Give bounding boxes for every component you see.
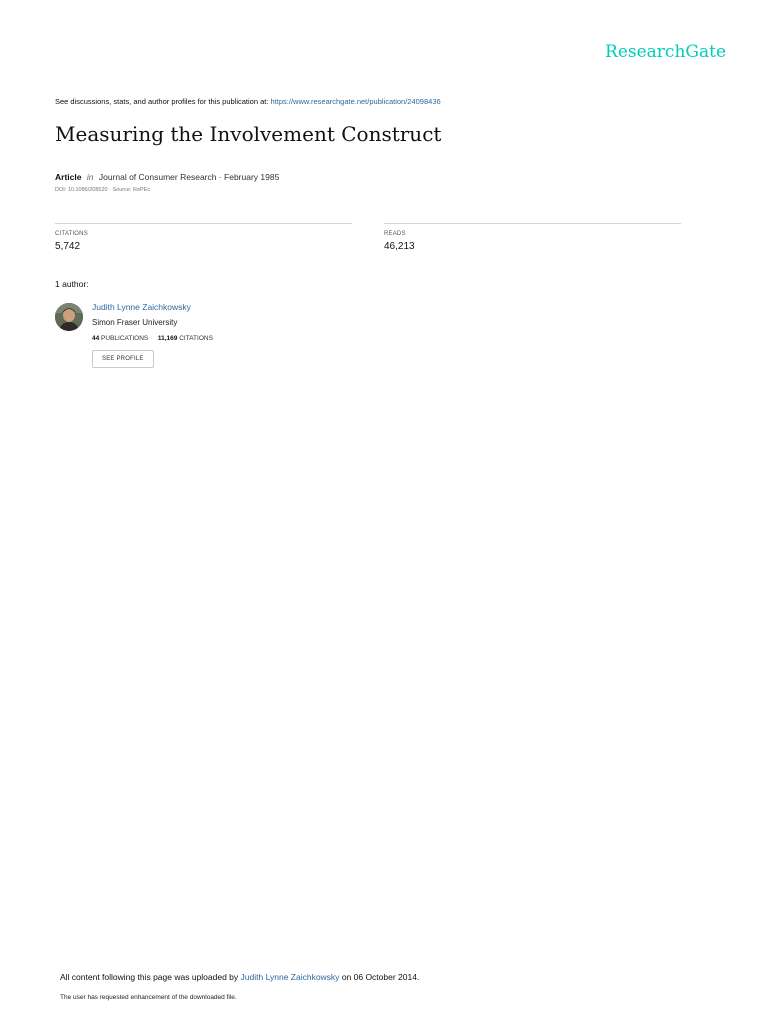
- author-stats: [92, 335, 213, 342]
- author-citations-label: CITATIONS: [179, 335, 213, 342]
- upload-suffix: on 06 October 2014.: [341, 972, 420, 982]
- researchgate-logo[interactable]: ResearchGate: [605, 42, 726, 62]
- publication-type: Article: [55, 172, 82, 182]
- publication-url-link[interactable]: https://www.researchgate.net/publication/24098436: [270, 97, 441, 106]
- in-label: in: [86, 172, 94, 182]
- download-note: The user has requested enhancement of the downloaded file.: [60, 994, 237, 1001]
- citations-label: CITATIONS: [55, 231, 88, 237]
- author-publications-label: PUBLICATIONS: [101, 335, 149, 342]
- disclaimer: [55, 97, 441, 106]
- reads-label: READS: [384, 231, 406, 237]
- see-profile-button[interactable]: SEE PROFILE: [92, 350, 154, 368]
- author-citations-count: 11,169: [157, 335, 178, 342]
- reads-value: 46,213: [384, 241, 415, 252]
- upload-prefix: All content following this page was uploaded by: [60, 972, 239, 982]
- uploader-link[interactable]: Judith Lynne Zaichkowsky: [240, 972, 340, 982]
- author-card: [92, 302, 213, 368]
- avatar-photo-icon: [55, 303, 83, 331]
- citations-value: 5,742: [55, 241, 81, 252]
- authors-heading: 1 author:: [55, 279, 89, 289]
- author-name-link[interactable]: Judith Lynne Zaichkowsky: [92, 302, 191, 312]
- author-institution: Simon Fraser University: [92, 318, 178, 327]
- disclaimer-text: See discussions, stats, and author profiles for this publication at:: [55, 97, 269, 106]
- author-publications-count: 44: [92, 335, 100, 342]
- citations-stat: [55, 223, 352, 252]
- doi-source: DOI: 10.1086/208520 · Source: RePEc: [55, 187, 151, 193]
- author-avatar[interactable]: [55, 303, 83, 331]
- journal-date: Journal of Consumer Research · February 1985: [98, 172, 280, 182]
- reads-stat: [384, 223, 681, 252]
- publication-meta: [55, 172, 279, 182]
- upload-notice: [60, 972, 419, 982]
- publication-title: Measuring the Involvement Construct: [55, 122, 442, 146]
